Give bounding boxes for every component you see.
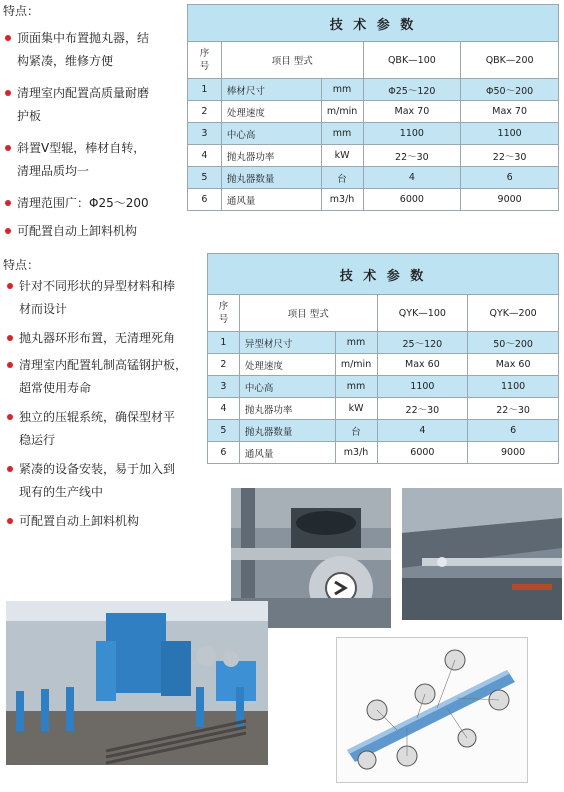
bullet-dot-icon	[7, 414, 13, 420]
header-model-1: QYK—100	[377, 295, 468, 332]
feature-item-cont: 护板	[17, 109, 42, 123]
production-line-photo	[6, 601, 268, 765]
feature-item-cont: 稳运行	[19, 433, 56, 447]
header-model-2: QBK—200	[461, 42, 559, 79]
feature-item-cont: 超常使用寿命	[19, 381, 92, 395]
bullet-dot-icon	[7, 362, 13, 368]
table-row: 6 通风量 m3/h 6000 9000	[208, 442, 559, 464]
header-item: 项目 型式	[221, 42, 363, 79]
feature-item: 独立的压辊系统，确保型材平	[19, 406, 209, 429]
header-item: 项目 型式	[239, 295, 377, 332]
feature-item-cont: 现有的生产线中	[19, 485, 104, 499]
table-row: 2 处理速度 m/min Max 60 Max 60	[208, 354, 559, 376]
header-no: 序 号	[188, 42, 222, 79]
table-row: 4 抛丸器功率 kW 22～30 22～30	[208, 398, 559, 420]
bullet-dot-icon	[7, 466, 13, 472]
table-row: 1 异型材尺寸 mm 25～120 50～200	[208, 332, 559, 354]
table-row: 2 处理速度 m/min Max 70 Max 70	[188, 101, 559, 123]
bullet-dot-icon	[7, 518, 13, 524]
table-row: 5 抛丸器数量 台 4 6	[188, 167, 559, 189]
feature-item: 清理室内配置轧制高锰钢护板，	[19, 354, 209, 377]
header-model-2: QYK—200	[468, 295, 559, 332]
feature-item: 抛丸器环形布置，无清理死角	[19, 327, 209, 350]
feature-item: 紧凑的设备安装，易于加入到	[19, 458, 209, 481]
bullet-dot-icon	[5, 200, 11, 206]
feature-item: 斜置V型辊，棒材自转，	[17, 137, 187, 160]
table-row: 6 通风量 m3/h 6000 9000	[188, 189, 559, 211]
feature-item: 清理范围广：Φ25～200	[17, 192, 187, 215]
bullet-dot-icon	[5, 90, 11, 96]
table-row: 3 中心高 mm 1100 1100	[188, 123, 559, 145]
chamber-interior-photo	[402, 488, 562, 620]
table-title: 技 术 参 数	[208, 254, 559, 295]
features-heading-2: 特点：	[3, 258, 40, 272]
feature-item: 可配置自动上卸料机构	[19, 510, 209, 533]
bullet-dot-icon	[7, 283, 13, 289]
table-row: 4 抛丸器功率 kW 22～30 22～30	[188, 145, 559, 167]
bullet-dot-icon	[5, 35, 11, 41]
table-row: 1 棒材尺寸 mm Φ25～120 Φ50～200	[188, 79, 559, 101]
table-row: 3 中心高 mm 1100 1100	[208, 376, 559, 398]
feature-item: 清理室内配置高质量耐磨	[17, 82, 187, 105]
header-no: 序 号	[208, 295, 240, 332]
bullet-dot-icon	[7, 335, 13, 341]
blast-arrangement-diagram	[336, 637, 528, 783]
feature-item: 针对不同形状的异型材料和棒	[19, 275, 209, 298]
bullet-dot-icon	[5, 228, 11, 234]
table-title: 技 术 参 数	[188, 5, 559, 42]
features-heading-1: 特点：	[3, 4, 40, 18]
table-row: 5 抛丸器数量 台 4 6	[208, 420, 559, 442]
feature-item-cont: 材而设计	[19, 302, 68, 316]
feature-item-cont: 构紧凑，维修方便	[17, 54, 114, 68]
feature-list-1	[17, 27, 187, 243]
feature-list-2	[19, 275, 209, 533]
bullet-dot-icon	[5, 145, 11, 151]
spec-table-1	[187, 4, 559, 211]
spec-table-2	[207, 253, 559, 464]
header-model-1: QBK—100	[363, 42, 461, 79]
feature-item-cont: 清理品质均一	[17, 164, 90, 178]
feature-item: 顶面集中布置抛丸器，结	[17, 27, 187, 50]
feature-item: 可配置自动上卸料机构	[17, 220, 187, 243]
